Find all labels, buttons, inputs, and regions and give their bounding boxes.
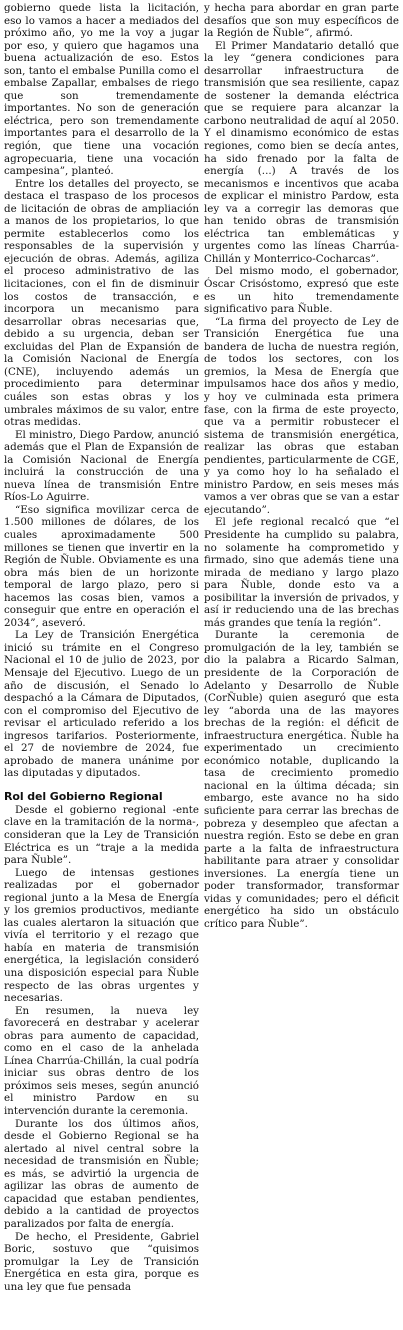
article-paragraph: Durante los dos últimos años, desde el Gobierno Regional se ha alertado al nivel central sobre la necesidad de transmisión en Ñuble; es más, se advirtió la urgencia de agilizar las obras de aumento de capacidad que estaban pendientes, debido a la cantidad de proyectos paralizados por falta de energía.: [4, 1117, 199, 1230]
article-paragraph: “La firma del proyecto de Ley de Transición Energética fue una bandera de lucha de nuestra región, de todos los sectores, con los gremios, la Mesa de Energía que impulsamos hace dos años y medio, y hoy ve culminada esta primera fase, con la firma de este proyecto, que va a permitir robustecer el sistema de transmisión energética, realizar las obras que estaban pendientes, particularmente de CGE, y ya como hoy lo ha señalado el ministro Pardow, en seis meses más vamos a ver obras que se van a estar ejecutando”.: [204, 315, 399, 516]
article-paragraph: Desde el gobierno regional -ente clave en la tramitación de la norma-, consideran que la Ley de Transición Eléctrica es un “traje a la medida para Ñuble”.: [4, 803, 199, 867]
article-paragraph: En resumen, la nueva ley favorecerá en destrabar y acelerar obras para aumento de capacidad, como en el caso de la anhelada Línea Charrúa-Chillán, la cual podría iniciar sus obras dentro de los próximos seis meses, según anunció el ministro Pardow en su intervención durante la ceremonia.: [4, 1004, 199, 1118]
article-paragraph: Entre los detalles del proyecto, se destaca el traspaso de los procesos de licitación de obras de ampliación a manos de los propietarios, lo que permite establecerlos como los responsables de la supervisión y ejecución de obras. Además, agiliza el proceso administrativo de las licitaciones, con el fin de disminuir los costos de transacción, e incorpora un mecanismo para desarrollar obras necesarias que, debido a su urgencia, deban ser excluidas del Plan de Expansión de la Comisión Nacional de Energía (CNE), incluyendo además un procedimiento para determinar cuáles son estas obras y los umbrales máximos de su valor, entre otras medidas.: [4, 177, 199, 429]
article-paragraph: Durante la ceremonia de promulgación de la ley, también se dio la palabra a Ricardo Salman, presidente de la Corporación de Adelanto y Desarrollo de Ñuble (CorÑuble) quien aseguró que esta ley “aborda una de las mayores brechas de la región: el déficit de infraestructura energética. Ñuble ha experimentado un crecimiento económico notable, duplicando la tasa de crecimiento promedio nacional en la última década; sin embargo, este avance no ha sido suficiente para cerrar las brechas de pobreza y desempleo que afectan a nuestra región. Esto se debe en gran parte a la falta de infraestructura habilitante para atraer y consolidar inversiones. La energía tiene un poder transformador, transformar vidas y comunidades; pero el déficit energético ha sido un obstáculo crítico para Ñuble”.: [204, 629, 399, 930]
article-paragraph: Del mismo modo, el gobernador, Óscar Crisóstomo, expresó que este es un hito tremendamente significativo para Ñuble.: [204, 265, 399, 316]
section-heading: Rol del Gobierno Regional: [4, 789, 163, 803]
article-paragraph: El jefe regional recalcó que “el Presidente ha cumplido su palabra, no solamente ha comprometido y firmado, sino que además tiene una mirada de mediano y largo plazo para Ñuble, donde esto va a posibilitar la inversión de privados, y así ir reduciendo una de las brechas más grandes que tenía la región”.: [204, 516, 399, 629]
article-column-right: [204, 2, 399, 1330]
article-paragraph: gobierno quede lista la licitación, eso lo vamos a hacer a mediados del próximo año, yo me la voy a jugar por eso, y quiero que hagamos una buena actualización de eso. Estos son, tanto el embalse Punilla como el embalse Zapallar, embalses de riego que son tremendamente importantes. No son de generación eléctrica, pero son tremendamente importantes para el desarrollo de la región, que tiene una vocación agropecuaria, tiene una vocación campesina”, planteó.: [4, 2, 199, 178]
article-paragraph: La Ley de Transición Energética inició su trámite en el Congreso Nacional el 10 de julio de 2023, por Mensaje del Ejecutivo. Luego de un año de discusión, el Senado lo despachó a la Cámara de Diputados, con el compromiso del Ejecutivo de revisar el articulado referido a los ingresos tarifarios. Posteriormente, el 27 de noviembre de 2024, fue aprobado de manera unánime por las diputadas y diputados.: [4, 629, 199, 780]
article-paragraph: El ministro, Diego Pardow, anunció además que el Plan de Expansión de la Comisión Nacional de Energía incluirá la construcción de una nueva línea de transmisión Entre Ríos-Lo Aguirre.: [4, 428, 199, 504]
article-paragraph: Luego de intensas gestiones realizadas por el gobernador regional junto a la Mesa de Energía y los gremios productivos, mediante las cuales alertaron la situación que vivía el territorio y el rezago que había en materia de transmisión energética, la legislación consideró una disposición especial para Ñuble respecto de las obras urgentes y necesarias.: [4, 866, 199, 1005]
article-paragraph: y hecha para abordar en gran parte desafíos que son muy específicos de la Región de Ñuble”, afirmó.: [204, 2, 399, 40]
article-column-left: [4, 2, 199, 1330]
article-paragraph: “Eso significa movilizar cerca de 1.500 millones de dólares, de los cuales aproximadamente 500 millones se tienen que invertir en la Región de Ñuble. Obviamente es una obra más bien de un horizonte temporal de largo plazo, pero si hacemos las cosas bien, vamos a conseguir que entre en operación el 2034”, aseveró.: [4, 503, 199, 629]
article-paragraph: El Primer Mandatario detalló que la ley “genera condiciones para desarrollar infraestructura de transmisión que sea resiliente, capaz de sostener la demanda eléctrica que se requiere para alcanzar la carbono neutralidad de aquí al 2050. Y el dinamismo económico de estas regiones, como bien se decía antes, ha sido frenado por la falta de energía (...) A través de los mecanismos e incentivos que acaba de explicar el ministro Pardow, esta ley va a corregir las demoras que han tenido obras de transmisión eléctrica tan emblemáticas y urgentes como las líneas Charrúa-Chillán y Monterrico-Cocharcas”.: [204, 39, 399, 265]
article-paragraph: De hecho, el Presidente, Gabriel Boric, sostuvo que “quisimos promulgar la Ley de Transición Energética en esta gira, porque es una ley que fue pensada: [4, 1230, 199, 1293]
